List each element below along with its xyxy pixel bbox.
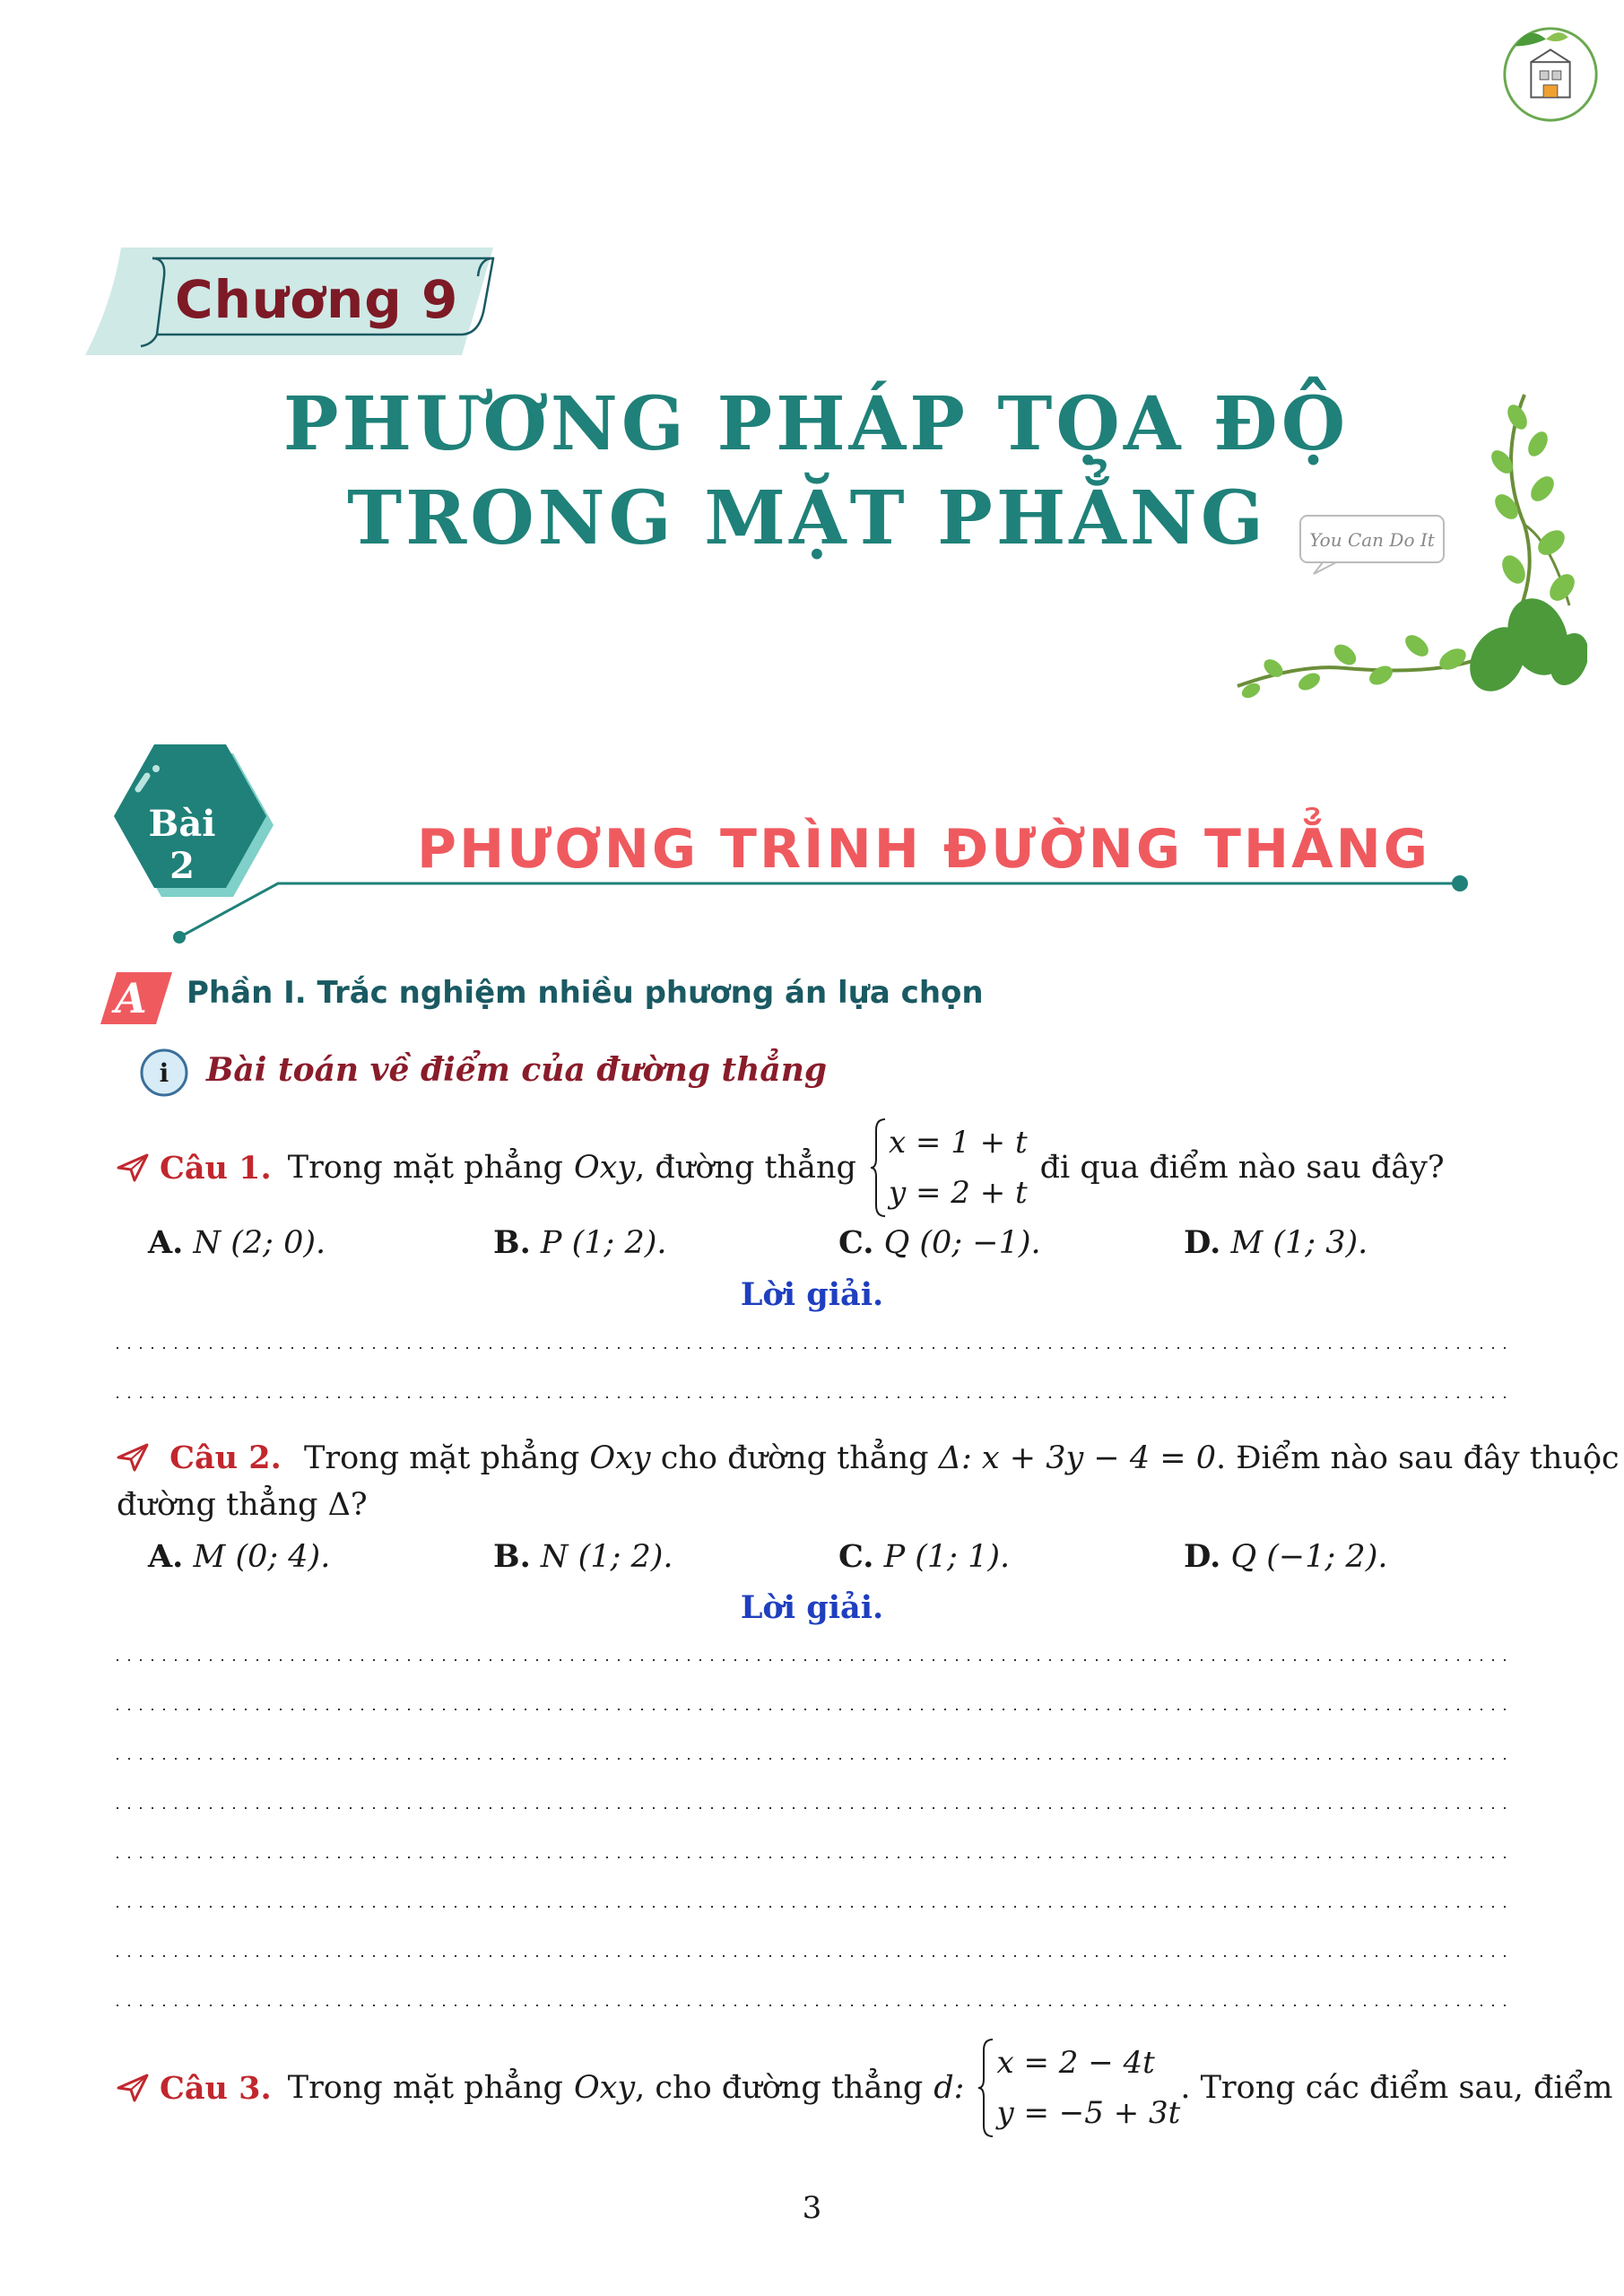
answer-dotted-line: [117, 1707, 1511, 1712]
chapter-label: Chương 9: [175, 269, 459, 330]
option-b[interactable]: [493, 1224, 667, 1261]
equation-system: [977, 2038, 1180, 2138]
solution-label: Lời giải.: [740, 1276, 884, 1313]
line-equation: Δ: x + 3y − 4 = 0: [938, 1440, 1216, 1476]
option-text: M (0; 4).: [193, 1539, 331, 1575]
option-letter: D.: [1184, 1538, 1221, 1575]
line-name: d:: [934, 2070, 965, 2106]
equation-row: x = 2 − 4t: [996, 2045, 1155, 2081]
option-text: N (2; 0).: [193, 1225, 326, 1261]
question-text: cho đường thẳng: [660, 1440, 929, 1476]
option-c[interactable]: [838, 1538, 1010, 1575]
answer-dotted-line: [117, 2003, 1511, 2008]
equation-row: x = 1 + t: [888, 1125, 1028, 1161]
option-text: Q (0; −1).: [883, 1225, 1041, 1261]
equation-row: y = −5 + 3t: [996, 2095, 1181, 2131]
question-1: [115, 1114, 1445, 1222]
question-2: [115, 1439, 1620, 1476]
question-text: Trong mặt phẳng: [304, 1440, 580, 1476]
plane-name: Oxy: [589, 1440, 651, 1476]
option-text: P (1; 1).: [883, 1539, 1011, 1575]
option-d[interactable]: [1184, 1224, 1368, 1261]
option-c[interactable]: [838, 1224, 1041, 1261]
answer-dotted-line: [117, 1855, 1511, 1860]
part-letter: A: [115, 974, 147, 1022]
question-text: đi qua điểm nào sau đây?: [1039, 1150, 1445, 1186]
lesson-label: Bài 2: [148, 803, 216, 887]
page-number: 3: [802, 2190, 822, 2226]
chapter-title-line-1: PHƯƠNG PHÁP TỌA ĐỘ: [282, 381, 1350, 467]
option-letter: A.: [148, 1224, 184, 1261]
option-d[interactable]: [1184, 1538, 1387, 1575]
you-can-do-it-label: [1300, 516, 1444, 574]
question-text: . Trong các điểm sau, điểm: [1180, 2070, 1613, 2106]
question-text: Trong mặt phẳng: [287, 2070, 563, 2106]
answer-dotted-line: [117, 1395, 1511, 1400]
option-letter: A.: [148, 1538, 184, 1575]
answer-dotted-line: [117, 1805, 1511, 1811]
answer-dotted-line: [117, 1953, 1511, 1959]
lesson-title: PHƯƠNG TRÌNH ĐƯỜNG THẲNG: [416, 818, 1431, 881]
option-text: M (1; 3).: [1230, 1225, 1368, 1261]
solution-label: Lời giải.: [740, 1589, 884, 1626]
pen-icon: [115, 2072, 151, 2104]
answer-dotted-line: [117, 1657, 1511, 1663]
question-text-line-2: đường thẳng Δ?: [117, 1487, 368, 1523]
option-letter: D.: [1184, 1224, 1221, 1261]
option-letter: C.: [838, 1224, 874, 1261]
part-title: Phần I. Trắc nghiệm nhiều phương án lựa chọn: [187, 975, 984, 1011]
answer-dotted-line: [117, 1756, 1511, 1761]
option-text: Q (−1; 2).: [1230, 1539, 1388, 1575]
plane-name: Oxy: [573, 2070, 636, 2106]
option-letter: B.: [493, 1538, 531, 1575]
topic-title: Bài toán về điểm của đường thẳng: [206, 1051, 828, 1089]
plane-name: Oxy: [573, 1150, 636, 1186]
svg-text:You Can Do It: You Can Do It: [1309, 529, 1435, 551]
publisher-logo: [1498, 20, 1603, 126]
equation-row: y = 2 + t: [888, 1175, 1028, 1211]
question-label: Câu 3.: [160, 2069, 272, 2107]
question-label: Câu 1.: [160, 1149, 272, 1187]
info-icon: [139, 1048, 189, 1098]
vine-decoration: [1229, 390, 1587, 713]
svg-text:i: i: [159, 1058, 169, 1088]
pen-icon: [115, 1152, 151, 1184]
option-letter: C.: [838, 1538, 874, 1575]
question-text: . Điểm nào sau đây thuộc: [1215, 1440, 1620, 1476]
option-text: N (1; 2).: [540, 1539, 673, 1575]
option-a[interactable]: [148, 1538, 330, 1575]
question-label: Câu 2.: [169, 1439, 282, 1476]
answer-dotted-line: [117, 1904, 1511, 1909]
option-a[interactable]: [148, 1224, 326, 1261]
chapter-title-line-2: TRONG MẶT PHẲNG: [347, 475, 1267, 561]
equation-system: [869, 1118, 1028, 1218]
pen-icon: [115, 1441, 151, 1474]
question-text: , cho đường thẳng: [635, 2070, 924, 2106]
question-3: [115, 2034, 1612, 2142]
option-text: P (1; 2).: [540, 1225, 667, 1261]
question-text: Trong mặt phẳng: [287, 1150, 563, 1186]
option-letter: B.: [493, 1224, 531, 1261]
question-text: , đường thẳng: [635, 1150, 856, 1186]
option-b[interactable]: [493, 1538, 673, 1575]
answer-dotted-line: [117, 1345, 1511, 1351]
